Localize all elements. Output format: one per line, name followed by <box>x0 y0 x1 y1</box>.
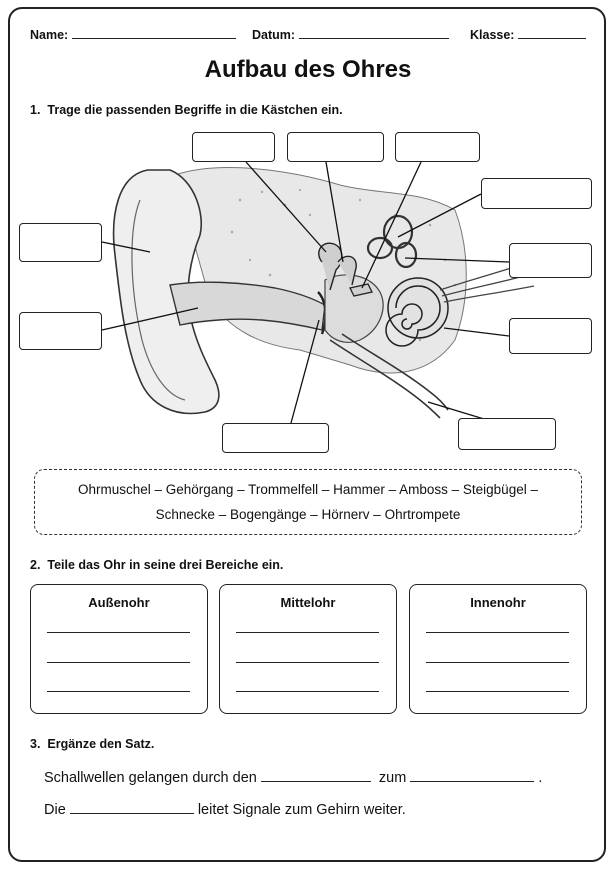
sentence-2-blank-1[interactable] <box>70 799 194 814</box>
part-box-inner-ear <box>409 584 587 714</box>
answer-line[interactable] <box>426 691 569 692</box>
answer-line[interactable] <box>47 662 190 663</box>
label-box-1[interactable] <box>192 132 275 162</box>
sentence-1-blank-1[interactable] <box>261 767 371 782</box>
sentence-1-part-b: zum <box>378 770 407 786</box>
part-heading-inner-ear: Innenohr <box>470 595 526 610</box>
sentence-1 <box>44 767 542 786</box>
answer-line[interactable] <box>426 662 569 663</box>
answer-line[interactable] <box>47 691 190 692</box>
part-box-outer-ear <box>30 584 208 714</box>
label-box-8[interactable] <box>19 312 102 350</box>
skull-bone-area <box>175 168 466 373</box>
sentence-1-part-c: . <box>538 770 543 786</box>
label-box-9[interactable] <box>222 423 329 453</box>
task-1-text: Trage die passenden Begriffe in die Kästchen ein. <box>47 103 343 117</box>
sentence-1-part-a: Schallwellen gelangen durch den <box>44 770 257 786</box>
label-box-6[interactable] <box>509 318 592 354</box>
word-bank-line-1: Ohrmuschel – Gehörgang – Trommelfell – Hammer – Amboss – Steigbügel – <box>78 482 538 497</box>
sentence-2-part-a: Die <box>44 802 66 818</box>
label-box-7[interactable] <box>19 223 102 262</box>
task-3-heading <box>30 737 154 751</box>
word-bank-line-2: Schnecke – Bogengänge – Hörnerv – Ohrtrompete <box>155 507 461 522</box>
task-3-number: 3. <box>30 737 41 751</box>
sentence-2-part-b: leitet Signale zum Gehirn weiter. <box>197 802 406 818</box>
label-box-5[interactable] <box>509 243 592 278</box>
task-3-text: Ergänze den Satz. <box>47 737 155 751</box>
part-heading-outer-ear: Außenohr <box>88 595 150 610</box>
page-title: Aufbau des Ohres <box>204 56 412 83</box>
answer-line[interactable] <box>236 662 379 663</box>
answer-line[interactable] <box>47 632 190 633</box>
task-2-number: 2. <box>30 558 41 572</box>
label-box-10[interactable] <box>458 418 556 450</box>
name-label: Name: <box>30 28 69 42</box>
answer-line[interactable] <box>426 632 569 633</box>
answer-line[interactable] <box>236 632 379 633</box>
label-box-2[interactable] <box>287 132 384 162</box>
date-label: Datum: <box>252 28 296 42</box>
part-box-middle-ear <box>219 584 397 714</box>
label-box-4[interactable] <box>481 178 592 209</box>
word-bank <box>34 469 582 535</box>
label-box-3[interactable] <box>395 132 480 162</box>
task-2-heading <box>30 558 283 572</box>
sentence-1-blank-2[interactable] <box>410 767 534 782</box>
task-1-number: 1. <box>30 103 41 117</box>
part-heading-middle-ear: Mittelohr <box>280 595 336 610</box>
task-2-text: Teile das Ohr in seine drei Bereiche ein. <box>47 558 284 572</box>
class-label: Klasse: <box>470 28 515 42</box>
answer-line[interactable] <box>236 691 379 692</box>
sentence-2 <box>44 799 406 818</box>
